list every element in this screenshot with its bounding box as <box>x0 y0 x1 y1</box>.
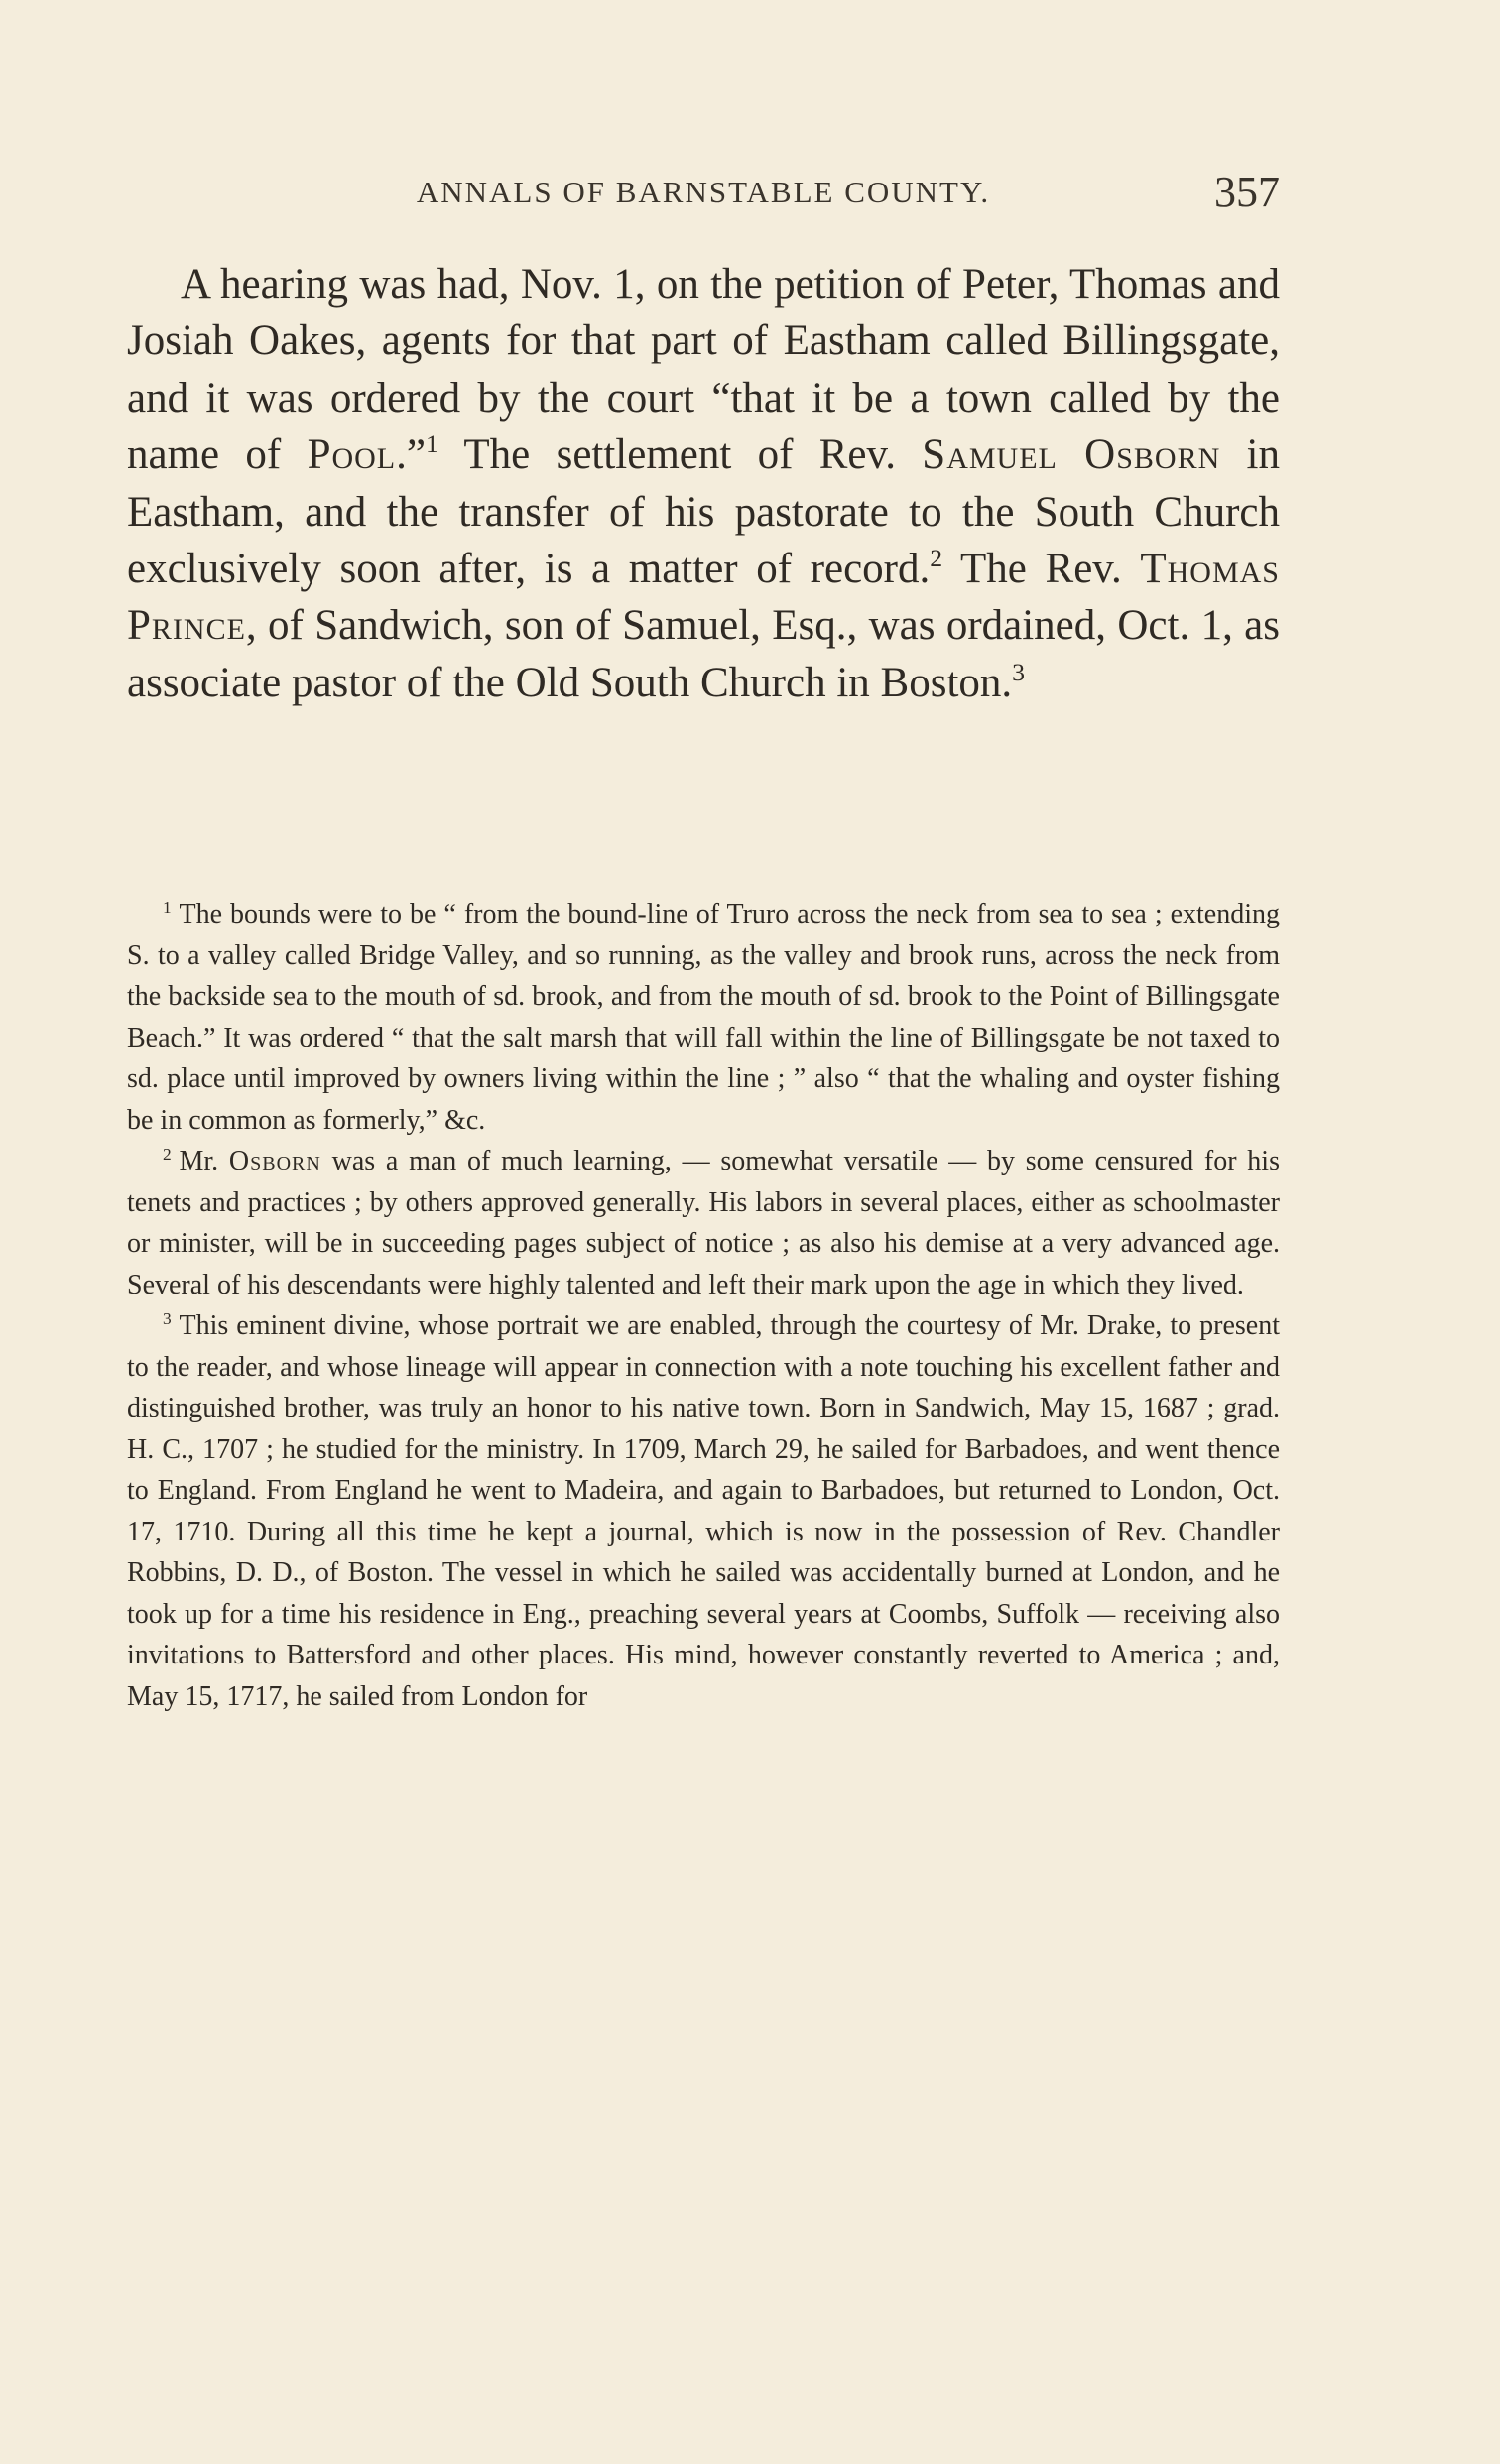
footnote-3 <box>127 1305 1280 1717</box>
page-number: 357 <box>1214 168 1280 216</box>
main-text-part-1: A hearing was had, Nov. 1, on the petition of Peter, Thomas and Josiah Oakes, agents for that part of Eastham called Billingsgate, and it was ordered by the court “that it be a town called by the name of <box>127 261 1280 479</box>
footnote-3-text: This eminent divine, whose portrait we are enabled, through the courtesy of Mr. Drake, to present to the reader, and whose lineage will appear in connection with a note touching his excellent father and distinguished brother, was truly an honor to his native town. Born in Sandwich, May 15, 1687 ; grad. H. C., 1707 ; he studied for the ministry. In 1709, March 29, he sailed for Barbadoes, and went thence to England. From England he went to Madeira, and again to Barbadoes, but returned to London, Oct. 17, 1710. During all this time he kept a journal, which is now in the possession of Rev. Chandler Robbins, D. D., of Boston. The vessel in which he sailed was accidentally burned at London, and he took up for a time his residence in Eng., preaching several years at Coombs, Suffolk — receiving also invitations to Battersford and other places. His mind, however constantly reverted to America ; and, May 15, 1717, he sailed from London for <box>127 1310 1280 1712</box>
main-text-part-5: The Rev. <box>942 546 1141 593</box>
footnote-2-prefix: Mr. <box>179 1146 229 1176</box>
main-text-part-6: , of Sandwich, son of Samuel, Esq., was ordained, Oct. 1, as associate pastor of the Old South Church in Boston. <box>127 602 1280 706</box>
running-title: ANNALS OF BARNSTABLE COUNTY. <box>416 175 991 209</box>
footnote-2-text: was a man of much learning, — somewhat versatile — by some censured for his tenets and practices ; by others approved generally. His labors in several places, either as schoolmaster or minister, will be in succeeding pages subject of notice ; as also his demise at a very advanced age. Several of his descendants were highly talented and left their mark upon the age in which they lived. <box>127 1146 1280 1300</box>
main-text-part-2: .” <box>396 431 426 479</box>
name-samuel-osborn: Samuel Osborn <box>922 431 1221 479</box>
footnote-ref-2: 2 <box>930 544 943 573</box>
footnote-1 <box>127 894 1280 1141</box>
main-text-part-4: in Eastham, and the transfer of his pastorate to the South Church exclusively soon after, is a matter of record. <box>127 431 1281 593</box>
footnotes-section <box>127 894 1280 1717</box>
footnote-3-number: 3 <box>163 1309 172 1329</box>
page-header <box>127 167 1280 222</box>
footnote-1-number: 1 <box>163 898 172 918</box>
footnote-2 <box>127 1141 1280 1305</box>
main-paragraph <box>127 256 1280 711</box>
footnote-ref-1: 1 <box>425 430 438 459</box>
main-text-part-3: The settlement of Rev. <box>438 431 923 479</box>
town-name-pool: Pool <box>307 431 397 479</box>
footnote-1-text: The bounds were to be “ from the bound-line of Truro across the neck from sea to sea ; extending S. to a valley called Bridge Valley, and so running, as the valley and brook runs, across the neck from the backside sea to the mouth of sd. brook, and from the mouth of sd. brook to the Point of Billingsgate Beach.” It was ordered “ that the salt marsh that will fall within the line of Billingsgate be not taxed to sd. place until improved by owners living within the line ; ” also “ that the whaling and oyster fishing be in common as formerly,” &c. <box>127 899 1280 1136</box>
name-thomas-prince: Thomas Prince <box>127 546 1280 650</box>
footnote-2-number: 2 <box>163 1145 172 1165</box>
footnote-2-name-osborn: Osborn <box>228 1146 321 1176</box>
footnote-ref-3: 3 <box>1012 657 1026 686</box>
